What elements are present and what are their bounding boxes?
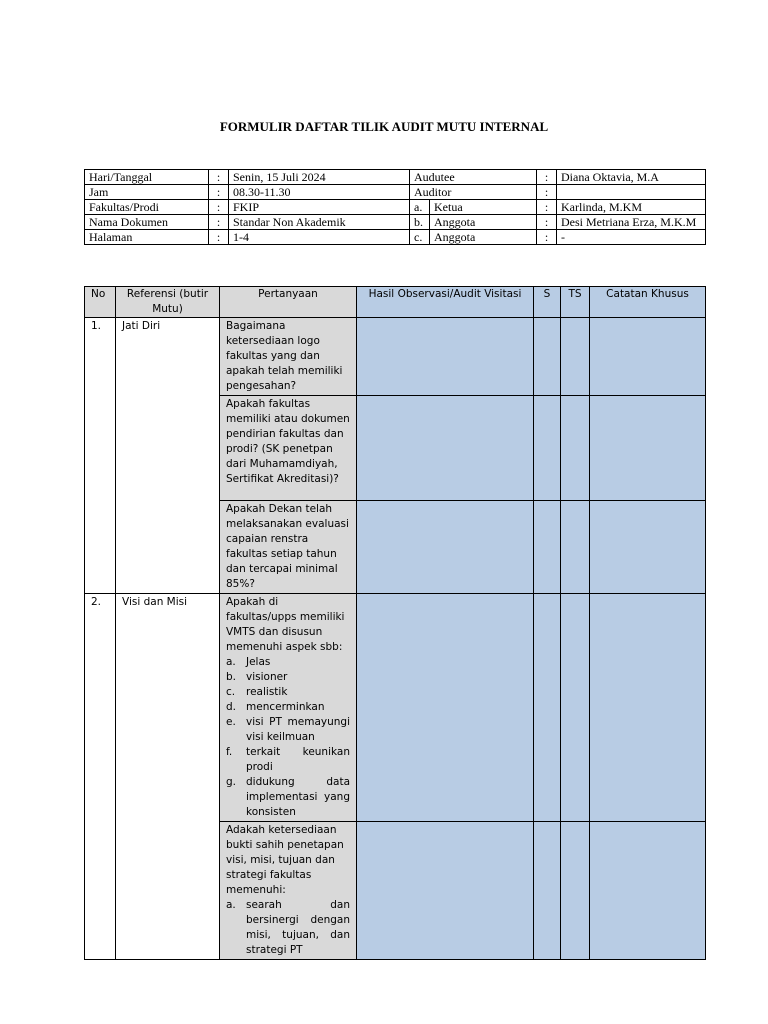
info-row-fakultas — [85, 200, 706, 215]
s-cell[interactable] — [534, 822, 561, 960]
question-intro: Adakah ketersediaan bukti sahih penetapan visi, misi, tujuan dan strategi fakultas memenuhi: — [226, 824, 344, 896]
colon: : — [209, 230, 229, 245]
ketua-mark: a. — [410, 200, 430, 215]
halaman-label: Halaman — [85, 230, 209, 245]
fakultas-label: Fakultas/Prodi — [85, 200, 209, 215]
table-row — [85, 318, 706, 396]
audit-header-row — [85, 287, 706, 318]
ts-cell[interactable] — [561, 822, 590, 960]
header-referensi: Referensi (butir Mutu) — [116, 287, 220, 318]
list-item — [226, 685, 350, 700]
colon: : — [537, 170, 557, 185]
colon: : — [537, 230, 557, 245]
ts-cell[interactable] — [561, 501, 590, 594]
colon: : — [209, 185, 229, 200]
list-item — [226, 700, 350, 715]
list-marker: d. — [226, 701, 237, 713]
header-s: S — [534, 287, 561, 318]
list-marker: b. — [226, 671, 237, 683]
auditor-label: Auditor — [410, 185, 537, 200]
halaman-value: 1-4 — [229, 230, 410, 245]
form-title: FORMULIR DAFTAR TILIK AUDIT MUTU INTERNAL — [219, 119, 549, 134]
list-text: didukung data implementasi yang konsisten — [246, 776, 350, 818]
audit-table — [84, 286, 706, 960]
row-referensi: Jati Diri — [116, 318, 220, 594]
list-text: visioner — [246, 671, 288, 683]
table-row — [85, 594, 706, 822]
anggota2-mark: c. — [410, 230, 430, 245]
hari-value: Senin, 15 Juli 2024 — [229, 170, 410, 185]
header-catatan-khusus: Catatan Khusus — [590, 287, 706, 318]
info-row-jam — [85, 185, 706, 200]
hasil-cell[interactable] — [357, 318, 534, 396]
row-no: 2. — [85, 594, 116, 960]
s-cell[interactable] — [534, 318, 561, 396]
auditor-value — [557, 185, 706, 200]
list-marker: a. — [226, 899, 236, 911]
catatan-cell[interactable] — [590, 501, 706, 594]
list-marker: e. — [226, 716, 236, 728]
ts-cell[interactable] — [561, 396, 590, 501]
ts-cell[interactable] — [561, 318, 590, 396]
catatan-cell[interactable] — [590, 396, 706, 501]
list-item — [226, 775, 350, 820]
colon: : — [537, 185, 557, 200]
list-marker: f. — [226, 746, 233, 758]
colon: : — [209, 215, 229, 230]
info-row-halaman — [85, 230, 706, 245]
list-marker: c. — [226, 686, 236, 698]
question-list — [226, 655, 350, 820]
list-item — [226, 898, 350, 958]
dokumen-label: Nama Dokumen — [85, 215, 209, 230]
hari-label: Hari/Tanggal — [85, 170, 209, 185]
list-item — [226, 655, 350, 670]
ketua-value: Karlinda, M.KM — [557, 200, 706, 215]
catatan-cell[interactable] — [590, 822, 706, 960]
list-item — [226, 715, 350, 745]
list-text: Jelas — [246, 656, 271, 668]
jam-value: 08.30-11.30 — [229, 185, 410, 200]
list-marker: g. — [226, 776, 237, 788]
jam-label: Jam — [85, 185, 209, 200]
colon: : — [209, 200, 229, 215]
question-intro: Apakah di fakultas/upps memiliki VMTS dan disusun memenuhi aspek sbb: — [226, 596, 345, 653]
question-cell: Apakah Dekan telah melaksanakan evaluasi capaian renstra fakultas setiap tahun dan tercapai minimal 85%? — [220, 501, 357, 594]
info-row-hari — [85, 170, 706, 185]
catatan-cell[interactable] — [590, 318, 706, 396]
fakultas-value: FKIP — [229, 200, 410, 215]
anggota2-value: - — [557, 230, 706, 245]
question-cell — [220, 594, 357, 822]
audutee-label: Audutee — [410, 170, 537, 185]
list-text: searah dan bersinergi dengan misi, tujuan, dan strategi PT — [246, 899, 350, 956]
list-text: mencerminkan — [246, 701, 325, 713]
ketua-label: Ketua — [430, 200, 537, 215]
list-text: visi PT memayungi visi keilmuan — [246, 716, 350, 743]
list-marker: a. — [226, 656, 236, 668]
header-pertanyaan: Pertanyaan — [220, 287, 357, 318]
header-ts: TS — [561, 287, 590, 318]
hasil-cell[interactable] — [357, 822, 534, 960]
anggota1-mark: b. — [410, 215, 430, 230]
colon: : — [537, 215, 557, 230]
info-row-dokumen — [85, 215, 706, 230]
list-item — [226, 670, 350, 685]
question-cell: Bagaimana ketersediaan logo fakultas yang dan apakah telah memiliki pengesahan? — [220, 318, 357, 396]
hasil-cell[interactable] — [357, 594, 534, 822]
s-cell[interactable] — [534, 501, 561, 594]
question-cell: Apakah fakultas memiliki atau dokumen pendirian fakultas dan prodi? (SK penetpan dari Muhamamdiyah, Sertifikat Akreditasi)? — [220, 396, 357, 501]
hasil-cell[interactable] — [357, 501, 534, 594]
header-hasil-observasi: Hasil Observasi/Audit Visitasi — [357, 287, 534, 318]
ts-cell[interactable] — [561, 594, 590, 822]
row-no: 1. — [85, 318, 116, 594]
header-no: No — [85, 287, 116, 318]
dokumen-value: Standar Non Akademik — [229, 215, 410, 230]
list-text: realistik — [246, 686, 288, 698]
s-cell[interactable] — [534, 594, 561, 822]
list-item — [226, 745, 350, 775]
catatan-cell[interactable] — [590, 594, 706, 822]
s-cell[interactable] — [534, 396, 561, 501]
row-referensi: Visi dan Misi — [116, 594, 220, 960]
list-text: terkait keunikan prodi — [246, 746, 350, 773]
anggota2-label: Anggota — [430, 230, 537, 245]
audutee-value: Diana Oktavia, M.A — [557, 170, 706, 185]
question-cell — [220, 822, 357, 960]
anggota1-label: Anggota — [430, 215, 537, 230]
hasil-cell[interactable] — [357, 396, 534, 501]
question-list — [226, 898, 350, 958]
colon: : — [209, 170, 229, 185]
info-table — [84, 169, 706, 245]
anggota1-value: Desi Metriana Erza, M.K.M — [557, 215, 706, 230]
colon: : — [537, 200, 557, 215]
